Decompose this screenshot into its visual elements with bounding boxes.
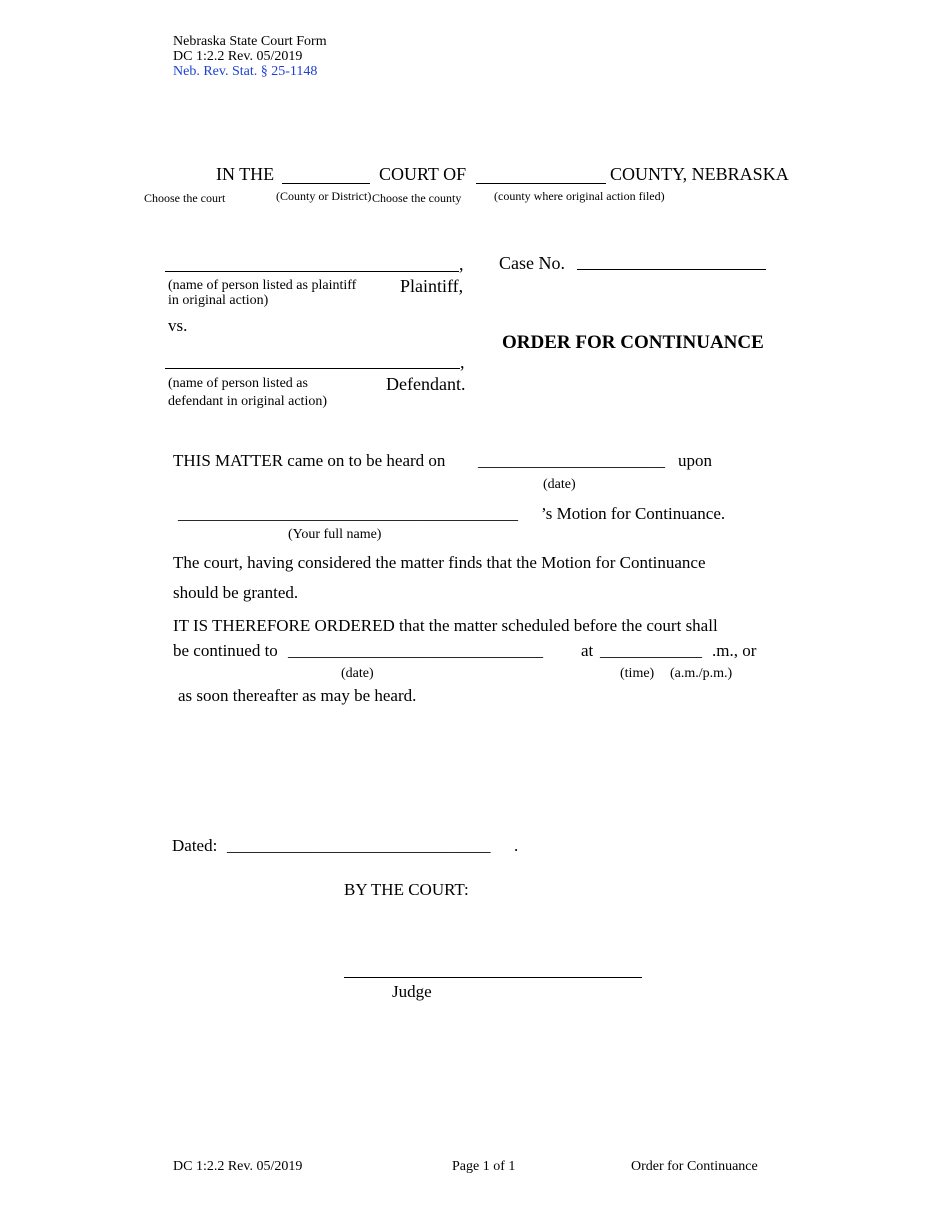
full-name-field[interactable]: ________________________________________ — [178, 504, 518, 523]
ordered-prefix: be continued to — [173, 641, 278, 660]
choose-county-dropdown[interactable]: Choose the county — [372, 191, 462, 205]
matter-prefix: THIS MATTER came on to be heard on — [173, 451, 446, 470]
court-type-blank[interactable] — [282, 183, 370, 184]
judge-signature-line — [344, 977, 642, 978]
dated-period: . — [514, 836, 519, 855]
at-label: at — [581, 641, 594, 660]
thereafter-line: as soon thereafter as may be heard. — [178, 686, 417, 705]
hearing-date-field[interactable]: ______________________ — [478, 451, 665, 470]
plaintiff-comma: , — [459, 254, 464, 274]
ampm-suffix: .m., or — [712, 641, 757, 660]
footer-page-number: Page 1 of 1 — [452, 1159, 516, 1174]
county-or-district-hint: (County or District) — [276, 189, 372, 203]
defendant-name-field[interactable] — [165, 368, 460, 369]
dated-field[interactable]: _______________________________ — [227, 836, 491, 855]
time-hint: (time) — [620, 666, 655, 681]
defendant-label: Defendant. — [386, 374, 466, 394]
in-the-label: IN THE — [216, 164, 275, 184]
time-field[interactable]: ____________ — [600, 641, 702, 660]
by-the-court-label: BY THE COURT: — [344, 880, 469, 899]
form-name: Nebraska State Court Form — [173, 34, 327, 49]
county-blank[interactable] — [476, 183, 606, 184]
footer-form-code: DC 1:2.2 Rev. 05/2019 — [173, 1159, 303, 1174]
case-no-field[interactable] — [577, 269, 766, 270]
court-of-label: COURT OF — [379, 164, 467, 184]
full-name-hint: (Your full name) — [288, 527, 382, 542]
hearing-date-hint: (date) — [543, 477, 576, 492]
form-code: DC 1:2.2 Rev. 05/2019 — [173, 49, 303, 64]
choose-court-dropdown[interactable]: Choose the court — [144, 191, 226, 205]
statute-link[interactable]: Neb. Rev. Stat. § 25-1148 — [173, 64, 318, 79]
continued-date-hint: (date) — [341, 666, 374, 681]
plaintiff-name-field[interactable] — [165, 271, 459, 272]
county-nebraska-label: COUNTY, NEBRASKA — [610, 164, 789, 184]
ampm-hint: (a.m./p.m.) — [670, 666, 733, 681]
motion-suffix: ’s Motion for Continuance. — [541, 504, 726, 523]
defendant-hint: (name of person listed as — [168, 376, 308, 391]
plaintiff-hint-2: in original action) — [168, 293, 269, 308]
continued-date-field[interactable]: ______________________________ — [288, 641, 543, 660]
finding-line-2: should be granted. — [173, 583, 299, 602]
judge-label: Judge — [392, 982, 432, 1001]
defendant-hint-2: defendant in original action) — [168, 394, 327, 409]
ordered-line-1: IT IS THEREFORE ORDERED that the matter scheduled before the court shall — [173, 616, 718, 635]
county-filed-hint: (county where original action filed) — [494, 189, 665, 203]
plaintiff-hint: (name of person listed as plaintiff — [168, 278, 357, 293]
finding-line-1: The court, having considered the matter finds that the Motion for Continuance — [173, 553, 706, 572]
defendant-comma: , — [460, 352, 465, 372]
footer-form-title: Order for Continuance — [631, 1159, 758, 1174]
upon-label: upon — [678, 451, 712, 470]
dated-label: Dated: — [172, 836, 218, 855]
case-no-label: Case No. — [499, 253, 565, 273]
document-title: ORDER FOR CONTINUANCE — [502, 332, 764, 353]
vs-label: vs. — [168, 316, 188, 335]
plaintiff-label: Plaintiff, — [400, 276, 464, 296]
